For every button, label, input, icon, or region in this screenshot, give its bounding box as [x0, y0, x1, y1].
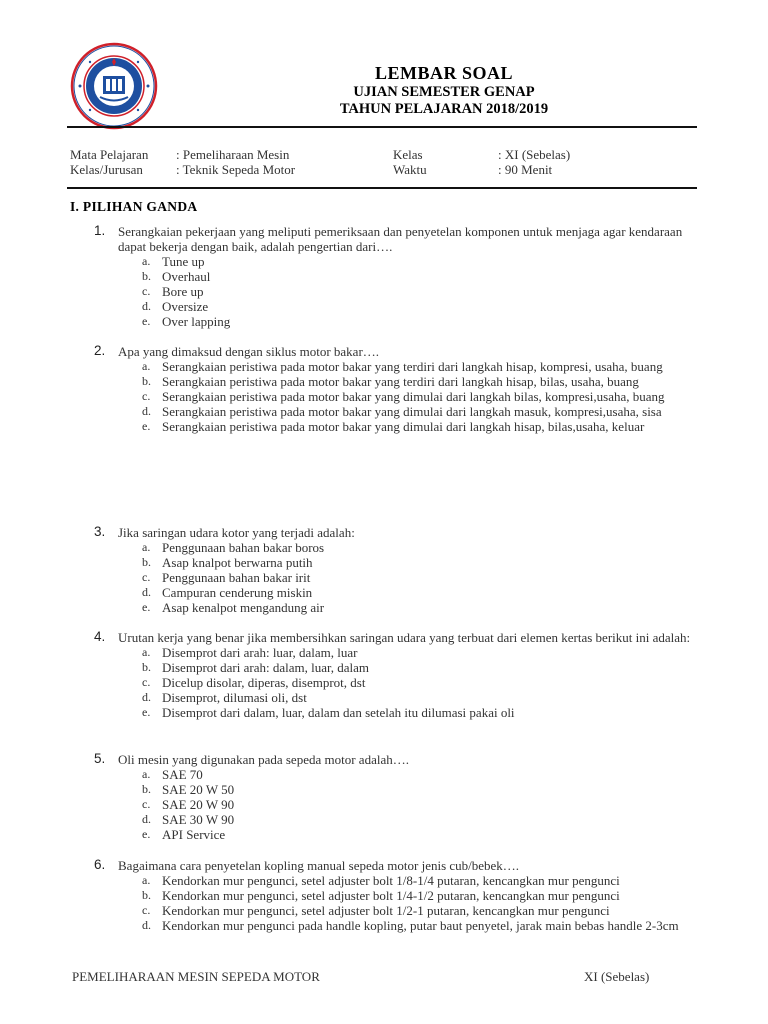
question — [94, 752, 714, 842]
answer-option — [142, 705, 687, 720]
answer-option — [142, 570, 687, 585]
option-text: Kendorkan mur pengunci, setel adjuster bolt 1/2-1 putaran, kencangkan mur pengunci — [162, 903, 610, 918]
option-text: Kendorkan mur pengunci, setel adjuster bolt 1/8-1/4 putaran, kencangkan mur pengunci — [162, 873, 620, 888]
answer-option — [142, 645, 687, 660]
option-label: c. — [142, 284, 151, 298]
answer-option — [142, 660, 687, 675]
option-text: API Service — [162, 827, 226, 842]
option-text: Kendorkan mur pengunci pada handle kopling, putar baut penyetel, jarak main bebas handle 2-3cm — [162, 918, 679, 933]
time-value: : 90 Menit — [498, 162, 553, 177]
option-list — [142, 873, 687, 933]
answer-option — [142, 284, 687, 299]
option-label: e. — [142, 705, 151, 719]
exam-subtitle: UJIAN SEMESTER GENAP — [353, 84, 535, 100]
option-text: Disemprot, dilumasi oli, dst — [162, 690, 307, 705]
info-divider — [67, 187, 697, 189]
option-label: e. — [142, 419, 151, 433]
option-text: Disemprot dari dalam, luar, dalam dan setelah itu dilumasi pakai oli — [162, 705, 515, 720]
option-text: Tune up — [162, 254, 205, 269]
option-label: a. — [142, 645, 151, 659]
question — [94, 525, 714, 615]
answer-option — [142, 314, 687, 329]
answer-option — [142, 404, 687, 419]
answer-option — [142, 690, 687, 705]
question-text: Oli mesin yang digunakan pada sepeda motor adalah…. — [118, 752, 409, 767]
option-text: Serangkaian peristiwa pada motor bakar yang terdiri dari langkah hisap, bilas, usaha, buang — [162, 374, 639, 389]
question — [94, 224, 714, 329]
option-text: Penggunaan bahan bakar boros — [162, 540, 325, 555]
option-label: b. — [142, 660, 151, 674]
option-label: e. — [142, 314, 151, 328]
option-text: Disemprot dari arah: dalam, luar, dalam — [162, 660, 370, 675]
option-label: d. — [142, 812, 151, 826]
option-label: d. — [142, 299, 151, 313]
question-number: 2. — [94, 343, 106, 358]
answer-option — [142, 918, 687, 933]
option-text: SAE 20 W 90 — [162, 797, 235, 812]
header-divider — [67, 126, 697, 128]
answer-option — [142, 389, 687, 404]
time-label: Waktu — [393, 162, 427, 177]
option-text: Overhaul — [162, 269, 211, 284]
answer-option — [142, 374, 687, 389]
option-text: SAE 30 W 90 — [162, 812, 235, 827]
option-text: Over lapping — [162, 314, 231, 329]
option-label: b. — [142, 269, 151, 283]
option-text: Dicelup disolar, diperas, disemprot, dst — [162, 675, 366, 690]
answer-option — [142, 269, 687, 284]
option-list — [142, 767, 687, 842]
option-label: c. — [142, 570, 151, 584]
major-label: Kelas/Jurusan — [70, 162, 143, 177]
option-text: Penggunaan bahan bakar irit — [162, 570, 311, 585]
question — [94, 630, 714, 720]
question — [94, 344, 714, 434]
answer-option — [142, 299, 687, 314]
option-label: e. — [142, 600, 151, 614]
subject-value: : Pemeliharaan Mesin — [176, 147, 290, 162]
option-label: b. — [142, 555, 151, 569]
option-label: d. — [142, 585, 151, 599]
option-list — [142, 254, 687, 329]
answer-option — [142, 419, 687, 434]
question — [94, 858, 714, 933]
option-label: c. — [142, 675, 151, 689]
option-label: b. — [142, 374, 151, 388]
option-label: a. — [142, 254, 151, 268]
class-value: : XI (Sebelas) — [498, 147, 571, 162]
class-label: Kelas — [393, 147, 423, 162]
section-title: I. PILIHAN GANDA — [70, 199, 198, 214]
subject-label: Mata Pelajaran — [70, 147, 149, 162]
answer-option — [142, 797, 687, 812]
option-label: b. — [142, 888, 151, 902]
option-list — [142, 359, 687, 434]
option-label: a. — [142, 359, 151, 373]
option-label: e. — [142, 827, 151, 841]
option-text: Asap kenalpot mengandung air — [162, 600, 325, 615]
option-label: a. — [142, 873, 151, 887]
answer-option — [142, 600, 687, 615]
option-label: b. — [142, 782, 151, 796]
answer-option — [142, 675, 687, 690]
option-label: c. — [142, 389, 151, 403]
option-text: Kendorkan mur pengunci, setel adjuster bolt 1/4-1/2 putaran, kencangkan mur pengunci — [162, 888, 620, 903]
option-label: a. — [142, 767, 151, 781]
major-value: : Teknik Sepeda Motor — [176, 162, 296, 177]
option-label: c. — [142, 903, 151, 917]
answer-option — [142, 585, 687, 600]
question-text: Jika saringan udara kotor yang terjadi adalah: — [118, 525, 355, 540]
option-text: Asap knalpot berwarna putih — [162, 555, 313, 570]
answer-option — [142, 359, 687, 374]
option-text: Serangkaian peristiwa pada motor bakar yang dimulai dari langkah bilas, kompresi,usaha, buang — [162, 389, 665, 404]
question-text: Bagaimana cara penyetelan kopling manual sepeda motor jenis cub/bebek…. — [118, 858, 520, 873]
answer-option — [142, 782, 687, 797]
question-number: 4. — [94, 629, 106, 644]
academic-year: TAHUN PELAJARAN 2018/2019 — [339, 101, 549, 117]
answer-option — [142, 827, 687, 842]
answer-option — [142, 767, 687, 782]
option-text: Bore up — [162, 284, 204, 299]
question-number: 3. — [94, 524, 106, 539]
footer-subject: PEMELIHARAAN MESIN SEPEDA MOTOR — [72, 969, 320, 984]
answer-option — [142, 254, 687, 269]
option-list — [142, 540, 687, 615]
option-label: c. — [142, 797, 151, 811]
question-number: 5. — [94, 751, 106, 766]
option-label: d. — [142, 690, 151, 704]
option-text: Oversize — [162, 299, 209, 314]
option-text: SAE 20 W 50 — [162, 782, 235, 797]
option-text: SAE 70 — [162, 767, 203, 782]
option-text: Disemprot dari arah: luar, dalam, luar — [162, 645, 358, 660]
footer-class: XI (Sebelas) — [584, 969, 650, 984]
question-text: Serangkaian pekerjaan yang meliputi pemeriksaan dan penyetelan komponen untuk menjaga agar kendaraan dapat bekerja dengan baik, adalah pengertian dari…. — [118, 224, 683, 254]
option-label: a. — [142, 540, 151, 554]
answer-option — [142, 903, 687, 918]
answer-option — [142, 873, 687, 888]
option-list — [142, 645, 687, 720]
question-number: 1. — [94, 223, 106, 238]
document-title: LEMBAR SOAL — [374, 63, 514, 83]
question-text: Apa yang dimaksud dengan siklus motor bakar…. — [118, 344, 380, 359]
option-text: Campuran cenderung miskin — [162, 585, 313, 600]
option-text: Serangkaian peristiwa pada motor bakar yang terdiri dari langkah hisap, kompresi, usaha, buang — [162, 359, 663, 374]
option-label: d. — [142, 404, 151, 418]
answer-option — [142, 812, 687, 827]
option-text: Serangkaian peristiwa pada motor bakar yang dimulai dari langkah hisap, bilas,usaha, keluar — [162, 419, 645, 434]
answer-option — [142, 888, 687, 903]
option-text: Serangkaian peristiwa pada motor bakar yang dimulai dari langkah masuk, kompresi,usaha, sisa — [162, 404, 662, 419]
answer-option — [142, 555, 687, 570]
option-label: d. — [142, 918, 151, 932]
question-text: Urutan kerja yang benar jika membersihkan saringan udara yang terbuat dari elemen kertas berikut ini adalah: — [118, 630, 691, 645]
question-number: 6. — [94, 857, 106, 872]
answer-option — [142, 540, 687, 555]
